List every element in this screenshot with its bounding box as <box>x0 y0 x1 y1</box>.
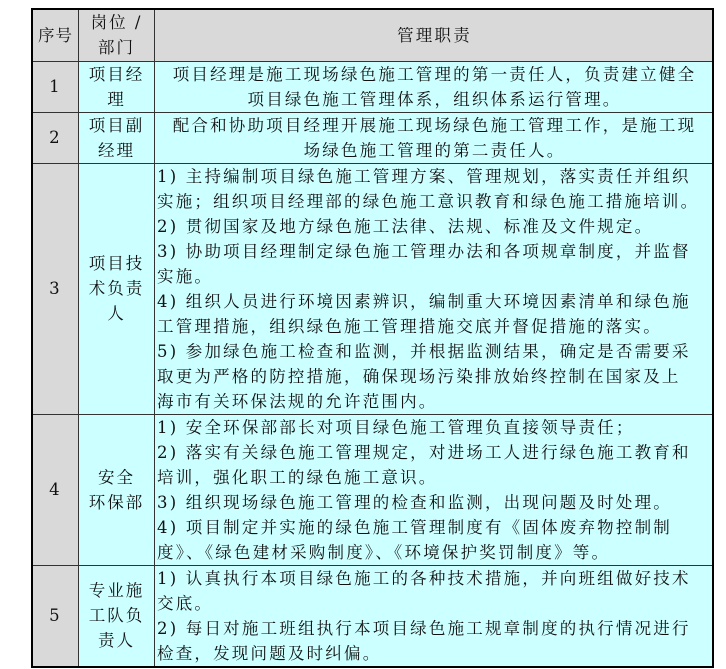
header-index-label: 序号 <box>38 25 73 45</box>
row-role <box>79 163 155 414</box>
header-index <box>32 9 79 61</box>
role-line: 项目技 <box>88 254 145 273</box>
row-index <box>32 565 79 667</box>
duty-line: 培训，强化职工的绿色施工意识。 <box>157 467 438 487</box>
row-duty <box>155 61 714 112</box>
duty-line: 工管理措施，组织绿色施工管理措施交底并督促措施的落实。 <box>157 316 662 336</box>
table-row <box>32 112 713 163</box>
responsibility-table <box>31 8 714 668</box>
role-line: 项目副 <box>88 115 145 135</box>
duty-line: 配合和协助项目经理开展施工现场绿色施工管理工作，是施工现 <box>172 115 697 135</box>
role-line: 理 <box>107 89 126 109</box>
row-role <box>79 61 155 112</box>
duty-line: 1) 主持编制项目绿色施工管理方案、管理规划，落实责任并组织 <box>157 166 691 186</box>
row-index-label: 2 <box>49 128 62 147</box>
row-index-label: 3 <box>49 279 62 298</box>
row-role <box>79 414 155 565</box>
row-duty <box>155 565 714 667</box>
duty-line: 检查，发现问题及时纠偏。 <box>157 643 382 663</box>
table-body <box>32 61 713 667</box>
role-line: 安全 <box>98 467 135 487</box>
duty-line: 3) 协助项目经理制定绿色施工管理办法和各项规章制度，并监督 <box>157 241 691 261</box>
duty-line: 海市有关环保法规的允许范围内。 <box>157 391 438 411</box>
duty-line: 项目绿色施工管理体系，组织体系运行管理。 <box>247 89 622 109</box>
duty-line: 1) 安全环保部部长对项目绿色施工管理负直接领导责任； <box>157 417 635 437</box>
duty-line: 交底。 <box>157 593 214 613</box>
role-line: 专业施 <box>88 581 145 600</box>
role-line: 工队负 <box>88 606 145 625</box>
row-role <box>79 565 155 667</box>
header-role <box>79 9 155 61</box>
table-row <box>32 565 713 667</box>
duty-line: 4) 组织人员进行环境因素辨识，编制重大环境因素清单和绿色施 <box>157 291 691 311</box>
duty-line: 实施；组织项目经理部的绿色施工意识教育和绿色施工措施培训。 <box>157 191 700 211</box>
row-role <box>79 112 155 163</box>
row-index-label: 4 <box>49 480 62 499</box>
duty-line: 2) 每日对施工班组执行本项目绿色施工规章制度的执行情况进行 <box>157 618 691 638</box>
role-line: 责人 <box>98 631 135 650</box>
row-index <box>32 112 79 163</box>
table-row <box>32 61 713 112</box>
duty-line: 5) 参加绿色施工检查和监测，并根据监测结果，确定是否需要采 <box>157 341 691 361</box>
row-duty <box>155 414 714 565</box>
duty-line: 3) 组织现场绿色施工管理的检查和监测，出现问题及时处理。 <box>157 492 672 512</box>
row-index <box>32 163 79 414</box>
row-index-label: 1 <box>49 77 62 96</box>
duty-line: 2) 贯彻国家及地方绿色施工法律、法规、标准及文件规定。 <box>157 216 654 236</box>
row-index <box>32 414 79 565</box>
role-line: 项目经 <box>88 64 145 84</box>
header-duty <box>155 9 714 61</box>
duty-line: 度》、《绿色建材采购制度》、《环境保护奖罚制度》等。 <box>157 542 611 562</box>
duty-line: 场绿色施工管理的第二责任人。 <box>303 140 566 160</box>
role-line: 经理 <box>98 140 135 160</box>
table-row <box>32 414 713 565</box>
row-duty <box>155 163 714 414</box>
duty-line: 1) 认真执行本项目绿色施工的各种技术措施，并向班组做好技术 <box>157 568 691 588</box>
role-line: 环保部 <box>88 492 145 512</box>
duty-line: 项目经理是施工现场绿色施工管理的第一责任人，负责建立健全 <box>172 64 697 84</box>
duty-line: 2) 落实有关绿色施工管理规定，对进场工人进行绿色施工教育和 <box>157 442 691 462</box>
table-row <box>32 163 713 414</box>
header-duty-label: 管理职责 <box>397 25 472 45</box>
row-index-label: 5 <box>49 606 62 625</box>
header-role-line: 岗位 / <box>90 13 143 33</box>
duty-line: 实施。 <box>157 266 214 286</box>
duty-line: 4) 项目制定并实施的绿色施工管理制度有《固体废弃物控制制 <box>157 517 672 537</box>
row-index <box>32 61 79 112</box>
duty-line: 取更为严格的防控措施，确保现场污染排放始终控制在国家及上 <box>157 366 681 386</box>
row-duty <box>155 112 714 163</box>
role-line: 术负责 <box>88 279 145 298</box>
role-line: 人 <box>107 304 126 323</box>
header-role-line: 部门 <box>98 38 135 58</box>
table-header-row <box>32 9 713 61</box>
